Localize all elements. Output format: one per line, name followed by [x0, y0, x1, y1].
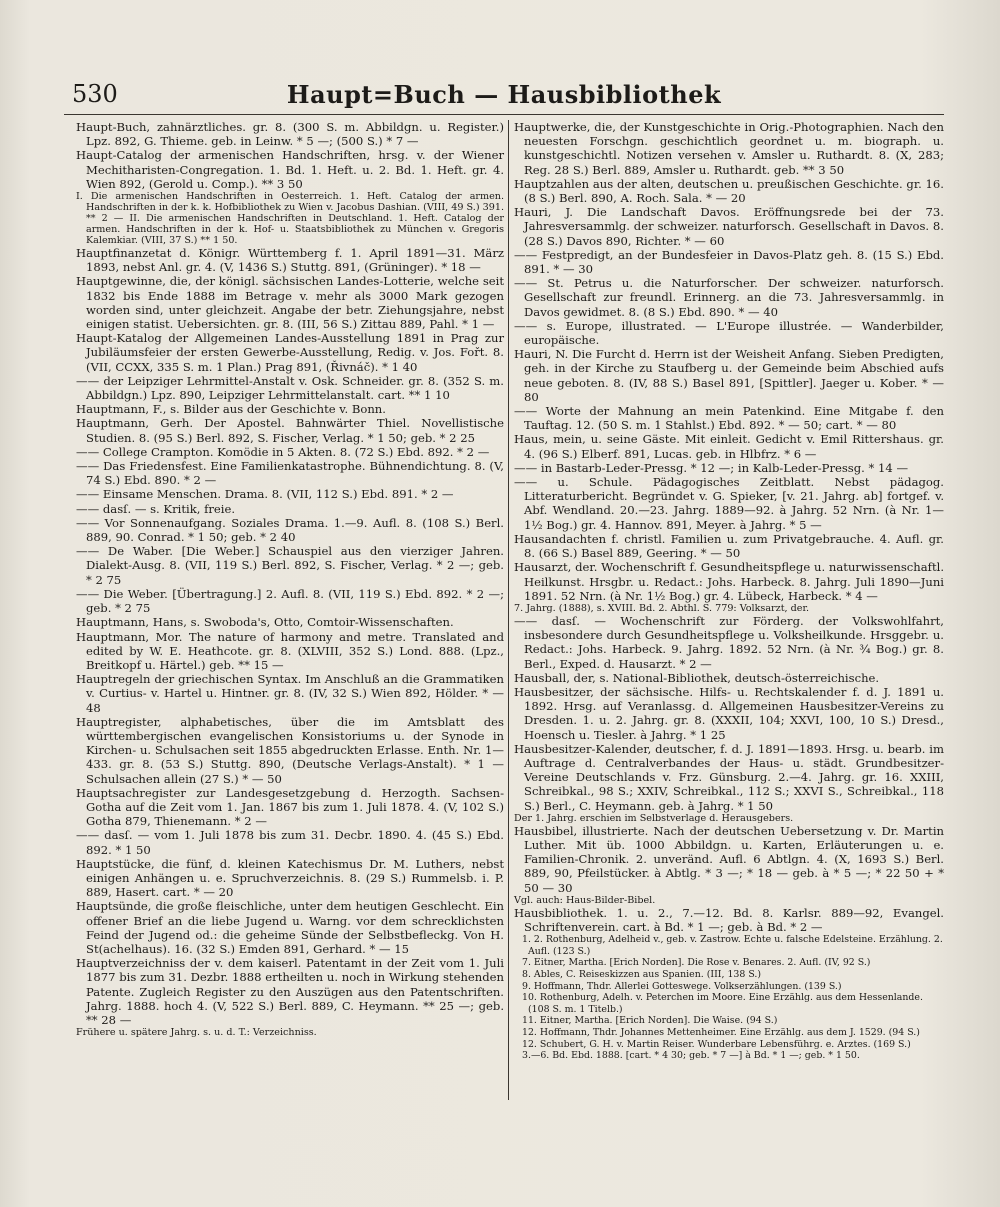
- catalog-entry: Hauptmann, Hans, s. Swoboda's, Otto, Comtoir-Wissenschaften.: [76, 615, 454, 630]
- catalog-entry: Hauri, J. Die Landschaft Davos. Eröffnungsrede bei der 73. Jahresversammlg. der schweizer. naturforsch. Gesellschaft in Davos. 8. (28 S.) Davos 890, Richter. * — 60: [514, 205, 944, 248]
- volume-list-item: 7. Eitner, Martha. [Erich Norden]. Die Rose v. Benares. 2. Aufl. (IV, 92 S.): [522, 957, 871, 969]
- catalog-entry: Hauptverzeichniss der v. dem kaiserl. Patentamt in der Zeit vom 1. Juli 1877 bis zum 31. Dezbr. 1888 ertheilten u. noch in Wirkung stehenden Patente. Zugleich Register zu den Auszügen aus den Patentschriften. Jahrg. 1888. hoch 4. (V, 522 S.) Berl. 889, C. Heymann. ** 25 —; geb. ** 28 —: [76, 956, 504, 1027]
- catalog-entry: Hauptwerke, die, der Kunstgeschichte in Orig.-Photographien. Nach den neuesten Forschgn. geschichtlich geordnet u. m. biograph. u. kunstgeschichtl. Notizen versehen v. Amsler u. Ruthardt. 8. (X, 283; Reg. 28 S.) Berl. 889, Amsler u. Ruthardt. geb. ** 3 50: [514, 120, 944, 177]
- volume-list-item: 1. 2. Rothenburg, Adelheid v., geb. v. Zastrow. Echte u. falsche Edelsteine. Erzählung. 2. Aufl. (123 S.): [522, 934, 943, 957]
- header-rule: [64, 114, 944, 115]
- catalog-entry: —— dasſ. — vom 1. Juli 1878 bis zum 31. Decbr. 1890. 4. (45 S.) Ebd. 892. * 1 50: [76, 828, 504, 857]
- left-column: [76, 120, 504, 1038]
- catalog-entry: Hausbesitzer-Kalender, deutscher, f. d. J. 1891—1893. Hrsg. u. bearb. im Auftrage d. Centralverbandes der Haus- u. städt. Grundbesitzer-Vereine Deutschlands v. Frz. Günsburg. 2.—4. Jahrg. gr. 16. XXIII, Schreibkal., 98 S.; XXIV, Schreibkal., 112 S.; XXVI S., Schreibkal., 118 S.) Berl., C. Heymann. geb. à Jahrg. * 1 50: [514, 741, 944, 813]
- catalog-entry: Haupt-Buch, zahnärztliches. gr. 8. (300 S. m. Abbildgn. u. Register.) Lpz. 892, G. Thieme. geb. in Leinw. * 5 —; (500 S.) * 7 —: [76, 120, 504, 149]
- entry-note: I. Die armenischen Handschriften in Oesterreich. 1. Heft. Catalog der armen. Handschriften in der k. k. Hofbibliothek zu Wien v. Jacobus Dashian. (VIII, 49 S.) 391. ** 2 — II. Die armenischen Handschriften in Deutschland. 1. Heft. Catalog der armen. Handschriften in der k. Hof- u. Staatsbibliothek zu München v. Gregoris Kalemkiar. (VIII, 37 S.) ** 1 50.: [76, 191, 504, 247]
- catalog-entry: Hausball, der, s. National-Bibliothek, deutsch-österreichische.: [514, 670, 880, 685]
- catalog-entry: Hauptzahlen aus der alten, deutschen u. preußischen Geschichte. gr. 16. (8 S.) Berl. 890, A. Roch. Sala. * — 20: [514, 176, 944, 206]
- catalog-entry: Hauptmann, Mor. The nature of harmony and metre. Translated and edited by W. E. Heathcote. gr. 8. (XLVIII, 352 S.) Lond. 888. (Lpz., Breitkopf u. Härtel.) geb. ** 15 —: [76, 629, 504, 672]
- catalog-entry: —— in Bastarb-Leder-Pressg. * 12 —; in Kalb-Leder-Pressg. * 14 —: [514, 460, 909, 475]
- entry-note: 7. Jahrg. (1888), s. XVIII. Bd. 2. Abthl. S. 779: Volksarzt, der.: [514, 602, 810, 614]
- catalog-entry: Hausbibliothek. 1. u. 2., 7.—12. Bd. 8. Karlsr. 889—92, Evangel. Schriftenverein. cart. à Bd. * 1 —; geb. à Bd. * 2 —: [514, 905, 944, 934]
- volume-list-item: 8. Ables, C. Reiseskizzen aus Spanien. (III, 138 S.): [522, 968, 762, 980]
- catalog-entry: Hausandachten f. christl. Familien u. zum Privatgebrauche. 4. Aufl. gr. 8. (66 S.) Basel 889, Geering. * — 50: [514, 531, 944, 561]
- right-column: [514, 120, 944, 1062]
- catalog-entry: —— Festpredigt, an der Bundesfeier in Davos-Platz geh. 8. (15 S.) Ebd. 891. * — 30: [514, 247, 944, 277]
- catalog-entry: —— s. Europe, illustrated. — L'Europe illustrée. — Wanderbilder, europäische.: [514, 318, 944, 348]
- catalog-entry: —— Vor Sonnenaufgang. Soziales Drama. 1.—9. Aufl. 8. (108 S.) Berl. 889, 90. Conrad. * 1 50; geb. * 2 40: [76, 515, 504, 545]
- catalog-entry: —— Das Friedensfest. Eine Familienkatastrophe. Bühnendichtung. 8. (V, 74 S.) Ebd. 890. * 2 —: [76, 459, 504, 488]
- entry-note: Frühere u. spätere Jahrg. s. u. d. T.: Verzeichniss.: [76, 1027, 317, 1039]
- catalog-entry: —— Die Weber. [Übertragung.] 2. Aufl. 8. (VII, 119 S.) Ebd. 892. * 2 —; geb. * 2 75: [76, 586, 504, 616]
- volume-list-item: 10. Rothenburg, Adelh. v. Peterchen im Moore. Eine Erzählg. aus dem Hessenlande. (108 S. m. 1 Titelb.): [522, 992, 923, 1015]
- catalog-entry: Haupt-Katalog der Allgemeinen Landes-Ausstellung 1891 in Prag zur Jubiläumsfeier der ersten Gewerbe-Ausstellung, Redig. v. Jos. Fořt. 8. (VII, CCXX, 335 S. m. 1 Plan.) Prag 891, (Řivnáč). * 1 40: [76, 331, 504, 374]
- catalog-entry: —— dasſ. — Wochenschrift zur Förderg. der Volkswohlfahrt, insbesondere durch Gesundheitspflege u. Volksheilkunde. Hrsggebr. u. Redact.: Johs. Harbeck. 9. Jahrg. 1892. 52 Nrn. (à Nr. ¾ Bog.) gr. 8. Berl., Exped. d. Hausarzt. * 2 —: [514, 613, 944, 671]
- catalog-entry: —— u. Schule. Pädagogisches Zeitblatt. Nebst pädagog. Litteraturbericht. Begründet v. G. Spieker, [v. 21. Jahrg. ab] fortgef. v. Abf. Wendland. 20.—23. Jahrg. 1889—92. à Jahrg. 52 Nrn. (à Nr. 1—1½ Bog.) gr. 4. Hannov. 891, Meyer. à Jahrg. * 5 —: [514, 475, 944, 532]
- hausbibliothek-volume-list: [514, 934, 944, 1062]
- volume-list-item: 12. Hoffmann, Thdr. Johannes Mettenheimer. Eine Erzählg. aus dem J. 1529. (94 S.): [522, 1026, 920, 1038]
- entry-note: Der 1. Jahrg. erschien im Selbstverlage d. Herausgebers.: [514, 812, 794, 824]
- catalog-entry: Hauptsünde, die große fleischliche, unter dem heutigen Geschlecht. Ein offener Brief an die liebe Jugend u. Warng. vor dem schrecklichsten Feind der Jugend od.: die geheime Sünde der Selbstbefleckg. Von H. St(achelhaus). 16. (32 S.) Emden 891, Gerhard. * — 15: [76, 899, 504, 956]
- catalog-entry: Haus, mein, u. seine Gäste. Mit einleit. Gedicht v. Emil Rittershaus. gr. 4. (96 S.) Elberf. 891, Lucas. geb. in Hlbfrz. * 6 —: [514, 432, 944, 461]
- volume-list-item: 11. Eitner, Martha. [Erich Norden]. Die Waise. (94 S.): [522, 1015, 778, 1027]
- volume-list-item: 9. Hoffmann, Thdr. Allerlei Gotteswege. Volkserzählungen. (139 S.): [522, 980, 842, 992]
- catalog-entry: Hausbibel, illustrierte. Nach der deutschen Uebersetzung v. Dr. Martin Luther. Mit üb. 1000 Abbildgn. u. Karten, Erläuterungen u. e. Familien-Chronik. 2. unveränd. Aufl. 6 Abtlgn. 4. (X, 1693 S.) Berl. 889, 90, Pfeilstücker. à Abtlg. * 3 —; * 18 — geb. à * 5 —; * 22 50 + * 50 — 30: [514, 823, 944, 895]
- catalog-entry: —— St. Petrus u. die Naturforscher. Der schweizer. naturforsch. Gesellschaft zur freundl. Erinnerg. an die 73. Jahresversammlg. in Davos gewidmet. 8. (8 S.) Ebd. 890. * — 40: [514, 276, 944, 319]
- catalog-entry: Hauptmann, Gerh. Der Apostel. Bahnwärter Thiel. Novellistische Studien. 8. (95 S.) Berl. 892, S. Fischer, Verlag. * 1 50; geb. * 2 25: [76, 416, 504, 445]
- volume-list-item: 12. Schubert, G. H. v. Martin Reiser. Wunderbare Lebensführg. e. Arztes. (169 S.): [522, 1038, 911, 1050]
- catalog-entry: Hauptmann, F., s. Bilder aus der Geschichte v. Bonn.: [76, 402, 386, 417]
- catalog-entry: —— dasſ. — s. Kritik, freie.: [76, 501, 236, 516]
- catalog-entry: Hausarzt, der. Wochenschrift f. Gesundheitspflege u. naturwissenschaftl. Heilkunst. Hrsgbr. u. Redact.: Johs. Harbeck. 8. Jahrg. Juli 1890—Juni 1891. 52 Nrn. (à Nr. 1½ Bog.) gr. 4. Lübeck, Harbeck. * 4 —: [514, 560, 944, 603]
- catalog-entry: Hausbesitzer, der sächsische. Hilfs- u. Rechtskalender f. d. J. 1891 u. 1892. Hrsg. auf Veranlassg. d. Allgemeinen Hausbesitzer-Vereins zu Dresden. 1. u. 2. Jahrg. gr. 8. (XXXII, 104; XXVI, 100, 10 S.) Dresd., Hoensch u. Tiesler. à Jahrg. * 1 25: [514, 684, 944, 742]
- catalog-entry: Hauptregister, alphabetisches, über die im Amtsblatt des württembergischen evangelischen Konsistoriums u. der Synode in Kirchen- u. Schulsachen seit 1855 abgedruckten Erlasse. Enth. Nr. 1—433. gr. 8. (53 S.) Stuttg. 890, (Deutsche Verlags-Anstalt). * 1 — Schulsachen allein (27 S.) * — 50: [76, 714, 504, 786]
- catalog-entry: Hauri, N. Die Furcht d. Herrn ist der Weisheit Anfang. Sieben Predigten, geh. in der Kirche zu Staufberg u. der Gemeinde beim Abschied aufs neue geboten. 8. (IV, 88 S.) Basel 891, [Spittler]. Jaeger u. Kober. * — 80: [514, 347, 944, 404]
- catalog-entry: —— der Leipziger Lehrmittel-Anstalt v. Osk. Schneider. gr. 8. (352 S. m. Abbildgn.) Lpz. 890, Leipziger Lehrmittelanstalt. cart. ** 1 10: [76, 373, 504, 403]
- catalog-entry: —— College Crampton. Komödie in 5 Akten. 8. (72 S.) Ebd. 892. * 2 —: [76, 444, 490, 459]
- catalog-entry: —— De Waber. [Die Weber.] Schauspiel aus den vierziger Jahren. Dialekt-Ausg. 8. (VII, 119 S.) Berl. 892, S. Fischer, Verlag. * 2 —; geb. * 2 75: [76, 544, 504, 587]
- catalog-entry: Hauptfinanzetat d. Königr. Württemberg f. 1. April 1891—31. März 1893, nebst Anl. gr. 4. (V, 1436 S.) Stuttg. 891, (Grüninger). * 18 —: [76, 246, 504, 275]
- catalog-entry: Hauptgewinne, die, der königl. sächsischen Landes-Lotterie, welche seit 1832 bis Ende 1888 im Betrage v. mehr als 3000 Mark gezogen worden sind, unter gleichzeit. Angabe der betr. Ziehungsjahre, nebst einigen statist. Uebersichten. gr. 8. (III, 56 S.) Zittau 889, Pahl. * 1 —: [76, 274, 504, 332]
- catalog-entry: —— Einsame Menschen. Drama. 8. (VII, 112 S.) Ebd. 891. * 2 —: [76, 487, 454, 502]
- column-divider: [508, 120, 509, 1100]
- page-number: 530: [72, 80, 118, 108]
- catalog-entry: Haupt-Catalog der armenischen Handschriften, hrsg. v. der Wiener Mechitharisten-Congregation. 1. Bd. 1. Heft. u. 2. Bd. 1. Heft. gr. 4. Wien 892, (Gerold u. Comp.). ** 3 50: [76, 148, 504, 191]
- catalog-entry: Hauptregeln der griechischen Syntax. Im Anschluß an die Grammatiken v. Curtius- v. Hartel u. Hintner. gr. 8. (IV, 32 S.) Wien 892, Hölder. * — 48: [76, 672, 504, 715]
- entry-note: Vgl. auch: Haus-Bilder-Bibel.: [514, 894, 656, 906]
- catalog-entry: Hauptstücke, die fünf, d. kleinen Katechismus Dr. M. Luthers, nebst einigen Anhängen u. e. Spruchverzeichnis. 8. (29 S.) Rummelsb. i. P. 889, Hasert. cart. * — 20: [76, 856, 504, 900]
- catalog-entry: —— Worte der Mahnung an mein Patenkind. Eine Mitgabe f. den Tauftag. 12. (50 S. m. 1 Stahlst.) Ebd. 892. * — 50; cart. * — 80: [514, 404, 944, 433]
- page-header: [66, 80, 942, 114]
- volume-list-item: 3.—6. Bd. Ebd. 1888. [cart. * 4 30; geb. * 7 —] à Bd. * 1 —; geb. * 1 50.: [522, 1050, 860, 1062]
- running-title: Haupt=Buch — Hausbibliothek: [286, 80, 722, 109]
- catalog-entry: Hauptsachregister zur Landesgesetzgebung d. Herzogth. Sachsen-Gotha auf die Zeit vom 1. Jan. 1867 bis zum 1. Juli 1878. 4. (V, 102 S.) Gotha 879, Thienemann. * 2 —: [76, 785, 504, 829]
